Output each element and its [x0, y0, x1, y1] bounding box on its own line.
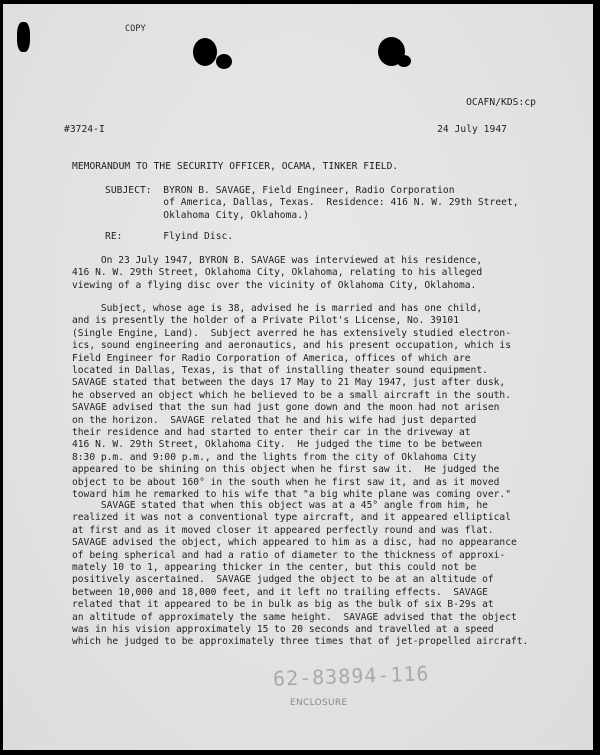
subject-block: SUBJECT: BYRON B. SAVAGE, Field Engineer, Radio Corporation of America, Dallas, Texas. Residence: 416 N. W. 29th Street, Oklahoma City, Oklahoma.): [105, 185, 519, 221]
document-page: [3, 4, 593, 750]
file-reference: OCAFN/KDS:cp: [466, 97, 536, 108]
punch-hole-center: [193, 38, 217, 66]
copy-label: COPY: [125, 24, 146, 34]
re-line: RE: Flyind Disc.: [105, 231, 234, 242]
punch-hole-center-small: [216, 54, 232, 69]
paragraph-object-description: SAVAGE stated that when this object was at a 45° angle from him, he realized it was not a conventional type aircraft, and it appeared elliptical at first and as it moved closer it appeared perfectly round and was flat. SAVAGE advised the object, which appeared to him as a disc, had no appearance of being spherical and had a ratio of diameter to the thickness of approxi- mately 10 to 1, appearing thicker in the center, but this could not be positively ascertained. SAVAGE judged the object to be at an altitude of between 10,000 and 18,000 feet, and it left no trailing effects. SAVAGE related that it appeared to be in bulk as big as the bulk of six B-29s at an altitude of approximately the same height. SAVAGE advised that the object was in his vision approximately 15 to 20 seconds and travelled at a speed which he judged to be approximately three times that of jet-propelled aircraft.: [72, 500, 529, 648]
paragraph-interview: On 23 July 1947, BYRON B. SAVAGE was interviewed at his residence, 416 N. W. 29th Street, Oklahoma City, Oklahoma, relating to his alleged viewing of a flying disc over the vicinity of Oklahoma City, Oklahoma.: [72, 255, 483, 291]
punch-hole-left: [17, 22, 30, 52]
memo-date: 24 July 1947: [437, 124, 507, 135]
punch-hole-right-small: [397, 55, 411, 67]
memo-heading: MEMORANDUM TO THE SECURITY OFFICER, OCAMA, TINKER FIELD.: [72, 161, 399, 172]
case-number: #3724-I: [64, 124, 105, 135]
enclosure-stamp: ENCLOSURE: [290, 698, 348, 708]
paragraph-subject-background: Subject, whose age is 38, advised he is married and has one child, and is presently the holder of a Private Pilot's License, No. 39101 (Single Engine, Land). Subject averred he has extensively studied electron- ics, sound engineering and aeronautics, and his present occupation, which is Field Engineer for Radio Corporation of America, offices of which are located in Dallas, Texas, is that of installing theater sound equipment. SAVAGE stated that between the days 17 May to 21 May 1947, just after dusk, he observed an object which he believed to be a small aircraft in the south. SAVAGE advised that the sun had just gone down and the moon had not arisen on the horizon. SAVAGE related that he and his wife had just departed their residence and had started to enter their car in the driveway at 416 N. W. 29th Street, Oklahoma City. He judged the time to be between 8:30 p.m. and 9:00 p.m., and the lights from the city of Oklahoma City appeared to be shining on this object when he first saw it. He judged the object to be about 160° in the south when he first saw it, and as it moved toward him he remarked to his wife that "a big white plane was coming over.": [72, 303, 511, 501]
file-number-stamp: 62-83894-116: [272, 661, 430, 691]
